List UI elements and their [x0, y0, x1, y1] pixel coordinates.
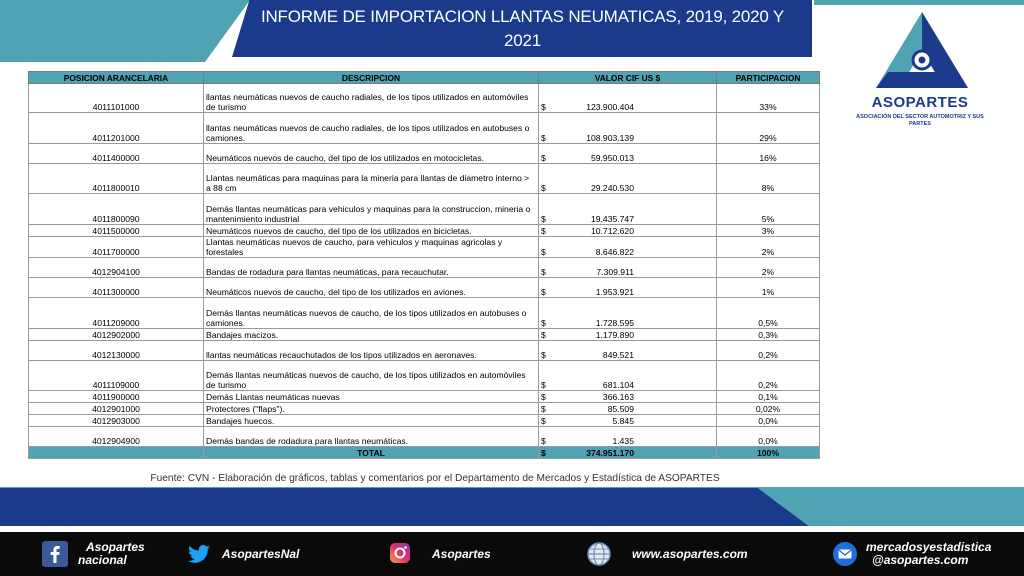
email-line2: @asopartes.com — [872, 553, 969, 567]
value-cell — [539, 298, 717, 329]
currency-symbol: $ — [541, 267, 546, 277]
value-amount: 7.309.911 — [596, 267, 634, 277]
table-row — [29, 415, 820, 427]
position-cell: 4011800090 — [29, 194, 204, 225]
share-cell: 0,1% — [717, 391, 820, 403]
currency-symbol: $ — [541, 318, 546, 328]
table-body — [29, 84, 820, 447]
value-amount: 85.509 — [607, 404, 634, 414]
facebook-line1: Asopartes — [86, 540, 145, 554]
share-cell: 5% — [717, 194, 820, 225]
description-cell: Demás Llantas neumáticas nuevas — [204, 391, 539, 403]
share-cell: 8% — [717, 164, 820, 194]
position-cell: 4012904100 — [29, 258, 204, 278]
total-value: 374.951.170 — [586, 448, 634, 458]
description-cell: Demás llantas neumáticas nuevos de caucho, de los tipos utilizados en autobuses o camiones. — [204, 298, 539, 329]
position-cell: 4012903000 — [29, 415, 204, 427]
position-cell: 4012130000 — [29, 341, 204, 361]
twitter-link[interactable] — [186, 532, 299, 576]
currency-symbol: $ — [541, 404, 546, 414]
currency-symbol: $ — [541, 247, 546, 257]
description-cell: llantas neumáticas recauchutados de los tipos utilizados en aeronaves. — [204, 341, 539, 361]
share-cell: 33% — [717, 84, 820, 113]
page-title: INFORME DE IMPORTACION LLANTAS NEUMATICAS, 2019, 2020 Y 2021 — [260, 7, 785, 50]
globe-icon — [586, 541, 612, 567]
facebook-label — [78, 541, 145, 567]
share-cell: 1% — [717, 278, 820, 298]
share-cell: 0,02% — [717, 403, 820, 415]
email-link[interactable] — [832, 532, 991, 576]
currency-symbol: $ — [541, 392, 546, 402]
table-row — [29, 391, 820, 403]
header-accent-left — [0, 0, 250, 62]
table-row — [29, 329, 820, 341]
share-cell: 2% — [717, 237, 820, 258]
position-cell: 4011400000 — [29, 144, 204, 164]
table-row — [29, 298, 820, 329]
description-cell: Neumáticos nuevos de caucho, del tipo de los utilizados en bicicletas. — [204, 225, 539, 237]
table-row — [29, 164, 820, 194]
table-row — [29, 144, 820, 164]
table-row — [29, 84, 820, 113]
description-cell: Bandajes huecos. — [204, 415, 539, 427]
share-cell: 0,3% — [717, 329, 820, 341]
description-cell: Bandas de rodadura para llantas neumáticas, para recauchutar. — [204, 258, 539, 278]
email-line1: mercadosyestadistica — [866, 540, 992, 554]
website-label: www.asopartes.com — [632, 546, 748, 561]
position-cell: 4011101000 — [29, 84, 204, 113]
instagram-label: Asopartes — [432, 546, 491, 561]
description-cell: Demás llantas neumáticas para vehiculos y maquinas para la construccion, mineria o mantenimiento industrial — [204, 194, 539, 225]
value-cell — [539, 237, 717, 258]
table-row — [29, 225, 820, 237]
currency-symbol: $ — [541, 133, 546, 143]
email-icon — [832, 541, 858, 567]
description-cell: Protectores ("flaps"). — [204, 403, 539, 415]
currency-symbol: $ — [541, 287, 546, 297]
share-cell: 3% — [717, 225, 820, 237]
imports-table — [28, 71, 820, 459]
currency-symbol: $ — [541, 102, 546, 112]
twitter-label: AsopartesNal — [222, 546, 300, 561]
instagram-link[interactable] — [388, 532, 491, 576]
total-label: TOTAL — [204, 447, 539, 459]
value-cell — [539, 341, 717, 361]
email-label — [866, 541, 991, 567]
facebook-line2: nacional — [78, 553, 127, 567]
value-amount: 59.950.013 — [590, 153, 634, 163]
currency-symbol: $ — [541, 330, 546, 340]
table-row — [29, 194, 820, 225]
value-cell — [539, 258, 717, 278]
header-accent-right — [814, 0, 1024, 5]
position-cell: 4011900000 — [29, 391, 204, 403]
position-cell: 4011109000 — [29, 361, 204, 391]
position-cell: 4012902000 — [29, 329, 204, 341]
facebook-link[interactable] — [42, 532, 145, 576]
header-share: PARTICIPACION — [717, 72, 820, 84]
share-cell: 0,2% — [717, 361, 820, 391]
value-cell — [539, 144, 717, 164]
share-cell: 0,2% — [717, 341, 820, 361]
instagram-icon — [388, 541, 414, 567]
value-cell — [539, 194, 717, 225]
value-cell — [539, 164, 717, 194]
position-cell: 4011700000 — [29, 237, 204, 258]
table-row — [29, 403, 820, 415]
share-cell: 2% — [717, 258, 820, 278]
share-cell: 0,5% — [717, 298, 820, 329]
total-share: 100% — [717, 447, 820, 459]
value-cell — [539, 415, 717, 427]
value-amount: 10.712.620 — [590, 226, 634, 236]
value-cell — [539, 391, 717, 403]
currency-symbol: $ — [541, 226, 546, 236]
value-amount: 366.163 — [602, 392, 634, 402]
value-cell — [539, 225, 717, 237]
value-cell — [539, 113, 717, 144]
value-cell — [539, 427, 717, 447]
value-amount: 681.104 — [602, 380, 634, 390]
header-value: VALOR CIF US $ — [539, 72, 717, 84]
position-cell: 4011500000 — [29, 225, 204, 237]
table-row — [29, 341, 820, 361]
value-amount: 1.179.890 — [595, 330, 634, 340]
currency-symbol: $ — [541, 214, 546, 224]
source-note: Fuente: CVN - Elaboración de gráficos, tablas y comentarios por el Departamento de Mercados y Estadística de ASOPARTES — [150, 473, 720, 484]
table-row — [29, 278, 820, 298]
value-amount: 1.953.921 — [595, 287, 634, 297]
position-cell: 4011300000 — [29, 278, 204, 298]
share-cell: 0,0% — [717, 415, 820, 427]
facebook-icon — [42, 541, 68, 567]
value-cell — [539, 329, 717, 341]
position-cell: 4011209000 — [29, 298, 204, 329]
currency-symbol: $ — [541, 380, 546, 390]
description-cell: Demás bandas de rodadura para llantas neumáticas. — [204, 427, 539, 447]
asopartes-logo — [850, 8, 1000, 138]
currency-symbol: $ — [541, 350, 546, 360]
website-link[interactable] — [586, 532, 748, 576]
logo-subtitle: ASOCIACIÓN DEL SECTOR AUTOMOTRIZ Y SUS PARTES — [856, 114, 984, 127]
value-amount: 19.435.747 — [590, 214, 634, 224]
value-amount: 108.903.139 — [586, 133, 634, 143]
currency-symbol: $ — [541, 183, 546, 193]
table-row — [29, 427, 820, 447]
currency-symbol: $ — [541, 436, 546, 446]
value-amount: 29.240.530 — [590, 183, 634, 193]
footer-bar — [0, 532, 1024, 576]
currency-symbol: $ — [541, 153, 546, 163]
logo-name: ASOPARTES — [871, 94, 969, 111]
description-cell: Llantas neumáticas para maquinas para la mineria para llantas de diametro interno > a 88 cm — [204, 164, 539, 194]
position-cell: 4012904900 — [29, 427, 204, 447]
value-cell — [539, 403, 717, 415]
table-row — [29, 237, 820, 258]
table-header-row — [29, 72, 820, 84]
table-row — [29, 258, 820, 278]
value-cell — [539, 278, 717, 298]
total-value-cell — [539, 447, 717, 459]
position-cell: 4011800010 — [29, 164, 204, 194]
share-cell: 0,0% — [717, 427, 820, 447]
value-cell — [539, 84, 717, 113]
table-row — [29, 113, 820, 144]
description-cell: llantas neumáticas nuevos de caucho radiales, de los tipos utilizados en automóviles de turismo — [204, 84, 539, 113]
value-amount: 1.435 — [612, 436, 634, 446]
total-currency: $ — [541, 448, 546, 458]
table-row — [29, 361, 820, 391]
header-position: POSICION ARANCELARIA — [29, 72, 204, 84]
position-cell: 4012901000 — [29, 403, 204, 415]
asopartes-logo-icon — [872, 8, 972, 92]
table-total-row — [29, 447, 820, 459]
share-cell: 29% — [717, 113, 820, 144]
value-amount: 1.728.595 — [595, 318, 634, 328]
currency-symbol: $ — [541, 416, 546, 426]
position-cell: 4011201000 — [29, 113, 204, 144]
value-amount: 849.521 — [602, 350, 634, 360]
value-amount: 5.845 — [612, 416, 634, 426]
description-cell: Neumáticos nuevos de caucho, del tipo de los utilizados en aviones. — [204, 278, 539, 298]
description-cell: llantas neumáticas nuevos de caucho radiales, de los tipos utilizados en autobuses o camiones. — [204, 113, 539, 144]
share-cell: 16% — [717, 144, 820, 164]
twitter-icon — [186, 541, 212, 567]
value-amount: 123.900.404 — [586, 102, 634, 112]
description-cell: Llantas neumáticas nuevos de caucho, para vehiculos y maquinas agricolas y forestales — [204, 237, 539, 258]
description-cell: Neumáticos nuevos de caucho, del tipo de los utilizados en motocicletas. — [204, 144, 539, 164]
total-empty-cell — [29, 447, 204, 459]
header-description: DESCRIPCION — [204, 72, 539, 84]
value-cell — [539, 361, 717, 391]
value-amount: 8.646.822 — [595, 247, 634, 257]
description-cell: Bandajes macizos. — [204, 329, 539, 341]
description-cell: Demás llantas neumáticas nuevos de caucho, de los tipos utilizados en automóviles de turismo — [204, 361, 539, 391]
